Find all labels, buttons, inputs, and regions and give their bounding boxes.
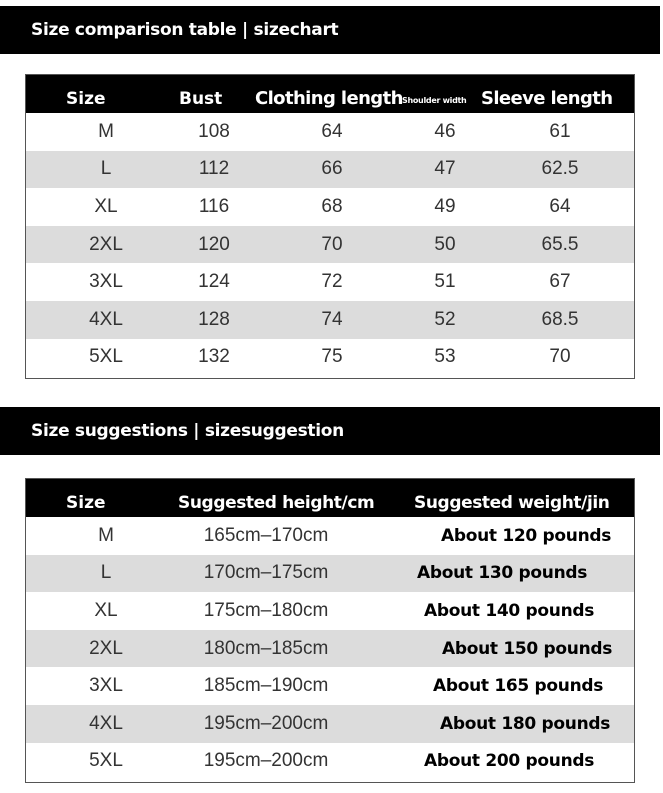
header-shoulder-width: Shoulder width (402, 96, 467, 105)
header-bust: Bust (179, 89, 223, 109)
cell-size: 4XL (89, 712, 123, 734)
cell-shoulder: 52 (434, 308, 456, 330)
cell-size: L (100, 158, 112, 180)
cell-size: L (100, 562, 112, 584)
size-chart-row (26, 339, 634, 377)
size-chart-header-row (26, 75, 634, 113)
cell-length: 64 (321, 120, 343, 142)
size-suggestion-row (26, 517, 634, 555)
cell-height: 180cm–185cm (203, 637, 329, 659)
cell-size: 3XL (89, 675, 123, 697)
cell-sleeve: 68.5 (541, 308, 579, 330)
cell-sleeve: 61 (549, 120, 571, 142)
cell-weight: About 140 pounds (424, 600, 595, 621)
cell-height: 195cm–200cm (203, 712, 329, 734)
cell-size: 5XL (89, 750, 123, 772)
size-chart-row (26, 113, 634, 151)
cell-height: 170cm–175cm (203, 562, 329, 584)
cell-sleeve: 65.5 (541, 233, 579, 255)
cell-length: 75 (321, 346, 343, 368)
cell-length: 68 (321, 195, 343, 217)
cell-length: 66 (321, 158, 343, 180)
cell-shoulder: 47 (434, 158, 456, 180)
cell-size: XL (94, 195, 118, 217)
size-chart-row (26, 301, 634, 339)
cell-bust: 124 (198, 271, 230, 293)
cell-sleeve: 64 (549, 195, 571, 217)
cell-size: M (98, 524, 114, 546)
cell-height: 185cm–190cm (203, 675, 329, 697)
size-suggestion-title: Size suggestions | sizesuggestion (31, 421, 344, 441)
cell-size: M (98, 120, 114, 142)
cell-shoulder: 53 (434, 346, 456, 368)
size-suggestion-row (26, 555, 634, 593)
size-chart-title: Size comparison table | sizechart (31, 20, 339, 40)
cell-length: 70 (321, 233, 343, 255)
cell-shoulder: 46 (434, 120, 456, 142)
size-chart-row (26, 188, 634, 226)
header-size: Size (66, 89, 106, 109)
cell-size: XL (94, 599, 118, 621)
cell-size: 2XL (89, 233, 123, 255)
header-suggested-height: Suggested height/cm (178, 493, 375, 513)
cell-weight: About 130 pounds (417, 563, 588, 584)
cell-shoulder: 50 (434, 233, 456, 255)
header-sleeve-length: Sleeve length (481, 88, 613, 109)
cell-weight: About 200 pounds (424, 751, 595, 772)
cell-bust: 132 (198, 346, 230, 368)
size-chart-row (26, 151, 634, 189)
cell-length: 72 (321, 271, 343, 293)
cell-height: 165cm–170cm (203, 524, 329, 546)
cell-size: 5XL (89, 346, 123, 368)
size-suggestion-row (26, 667, 634, 705)
cell-bust: 116 (198, 195, 230, 217)
cell-shoulder: 49 (434, 195, 456, 217)
size-suggestion-row (26, 592, 634, 630)
size-chart-row (26, 226, 634, 264)
header-size: Size (66, 493, 106, 513)
cell-height: 175cm–180cm (203, 599, 329, 621)
size-suggestion-banner (0, 407, 660, 455)
cell-bust: 112 (198, 158, 230, 180)
header-suggested-weight: Suggested weight/jin (414, 493, 610, 513)
cell-weight: About 165 pounds (433, 676, 604, 697)
size-suggestion-header-row (26, 479, 634, 517)
cell-sleeve: 70 (549, 346, 571, 368)
cell-bust: 128 (198, 308, 230, 330)
cell-height: 195cm–200cm (203, 750, 329, 772)
cell-bust: 120 (198, 233, 230, 255)
size-chart-body (26, 113, 634, 376)
size-suggestion-body (26, 517, 634, 780)
size-suggestion-table (25, 478, 635, 783)
cell-weight: About 150 pounds (442, 638, 613, 659)
cell-bust: 108 (198, 120, 230, 142)
header-clothing-length: Clothing length (255, 88, 403, 109)
size-chart-table (25, 74, 635, 379)
cell-size: 3XL (89, 271, 123, 293)
cell-size: 2XL (89, 637, 123, 659)
cell-sleeve: 67 (549, 271, 571, 293)
cell-weight: About 180 pounds (440, 713, 611, 734)
size-chart-row (26, 263, 634, 301)
cell-shoulder: 51 (434, 271, 456, 293)
size-suggestion-row (26, 743, 634, 781)
size-suggestion-row (26, 705, 634, 743)
cell-length: 74 (321, 308, 343, 330)
size-suggestion-row (26, 630, 634, 668)
cell-weight: About 120 pounds (441, 525, 612, 546)
size-chart-banner (0, 6, 660, 54)
cell-size: 4XL (89, 308, 123, 330)
cell-sleeve: 62.5 (541, 158, 579, 180)
